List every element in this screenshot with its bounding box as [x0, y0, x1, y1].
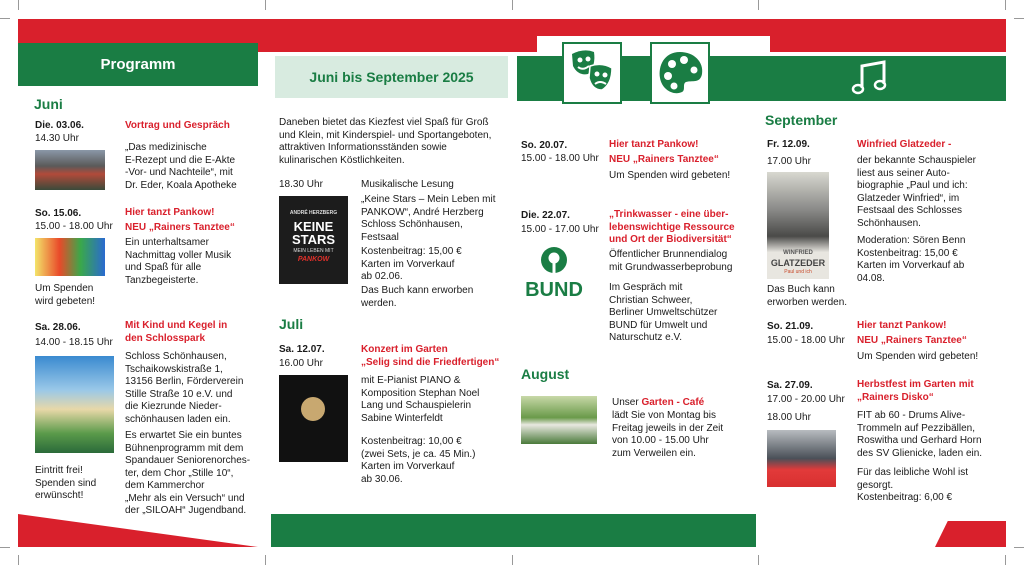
fold-mark	[512, 0, 513, 10]
event-text: Schloss Schönhausen, Tschaikowskistraße 1, 13156 Berlin, Förderverein Stille Straße 10 e.V. und die Kiezrunde Nieder- schönhausen laden ein.	[125, 351, 244, 425]
event-text: Öffentlicher Brunnendialog mit Grundwasserbeprobung	[609, 249, 733, 273]
event-text: Kostenbeitrag: 15,00 € Karten im Vorverkauf ab 02.06.	[361, 246, 462, 282]
crop-mark	[0, 547, 10, 548]
event-text: Ein unterhaltsamer Nachmittag voller Musik und Spaß für alle Tanzbegeisterte.	[125, 237, 232, 286]
event-title: Konzert im Garten „Selig sind die Friedfertigen“	[361, 344, 500, 368]
event-subtitle: NEU „Rainers Tanztee“	[857, 335, 967, 346]
event-text: Im Gespräch mit Christian Schweer, Berliner Umweltschützer BUND für Umwelt und Naturschutz e.V.	[609, 282, 718, 343]
event-text: „Das medizinische E-Rezept und die E-Akte -Vor- und Nachteile“, mit Dr. Eder, Koala Apotheke	[125, 142, 237, 191]
event-note: Das Buch kann erworben werden.	[767, 284, 848, 308]
concert-flyer	[279, 375, 348, 462]
event-date: Die. 03.06.	[35, 120, 84, 131]
bottom-green-band	[271, 514, 756, 547]
event-subtitle: NEU „Rainers Tanztee“	[125, 222, 235, 233]
event-title: Herbstfest im Garten mit „Rainers Disko“	[857, 379, 974, 403]
event-date: Die. 22.07.	[521, 210, 570, 221]
event-time: 15.00 - 18.00 Uhr	[521, 153, 599, 164]
garden-pre: Unser	[612, 397, 642, 408]
event-date: So. 21.09.	[767, 321, 814, 332]
event-time: 15.00 - 17.00 Uhr	[521, 224, 599, 235]
glatzeder-book-cover	[767, 172, 829, 279]
event-date: So. 15.06.	[35, 208, 82, 219]
period-title: Juni bis September 2025	[309, 69, 474, 85]
fold-mark	[758, 555, 759, 565]
event-time: 16.00 Uhr	[279, 358, 323, 369]
event-text: Kostenbeitrag: 10,00 € (zwei Sets, je ca. 45 Min.) Karten im Vorverkauf ab 30.06.	[361, 436, 476, 485]
intro-text: Daneben bietet das Kiezfest viel Spaß für Groß und Klein, mit Kinderspiel- und Sportangeboten, attraktiven Informationsständen sowie kulinarischen Köstlichkeiten.	[279, 117, 492, 166]
event-text: „Keine Stars – Mein Leben mit PANKOW“, André Herzberg Schloss Schönhausen, Festsaal	[361, 194, 496, 243]
fold-mark	[512, 555, 513, 565]
theater-masks-icon	[562, 42, 622, 104]
event-text: Moderation: Sören Benn Kostenbeitrag: 15,00 € Karten im Vorverkauf ab 04.08.	[857, 235, 966, 284]
crop-mark	[0, 18, 10, 19]
event-note: Um Spenden wird gebeten!	[35, 283, 96, 307]
event-time: 15.00 - 18.00 Uhr	[767, 335, 845, 346]
crop-mark	[18, 0, 19, 10]
event-text: Um Spenden wird gebeten!	[857, 351, 979, 362]
programm-title: Programm	[100, 56, 176, 73]
event-time: 15.00 - 18.00 Uhr	[35, 221, 113, 232]
performer-photo	[301, 397, 325, 421]
month-august: August	[521, 366, 570, 382]
book-author: ANDRÉ HERZBERG	[289, 210, 338, 216]
event-time: 14.30 Uhr	[35, 133, 79, 144]
crop-mark	[18, 555, 19, 565]
event-date: Fr. 12.09.	[767, 139, 810, 150]
book-brand: PANKOW	[297, 256, 330, 263]
bund-logo-text: BUND	[525, 279, 583, 301]
crop-mark	[1014, 18, 1024, 19]
event-text: Für das leibliche Wohl ist gesorgt. Kostenbeitrag: 6,00 €	[857, 467, 968, 503]
palette-icon	[650, 42, 710, 104]
event-note: Eintritt frei! Spenden sind erwünscht!	[35, 465, 97, 501]
event-title: Hier tanzt Pankow!	[125, 207, 215, 218]
event-time: 14.00 - 18.15 Uhr	[35, 337, 113, 348]
event-title: Winfried Glatzeder -	[857, 139, 952, 150]
music-notes-icon	[850, 60, 890, 98]
event-text: FIT ab 60 - Drums Alive- Trommeln auf Pezzibällen, Roswitha und Gerhard Horn des SV Glienicke, laden ein.	[857, 410, 983, 459]
dance-graphic	[35, 238, 105, 276]
event-date: Sa. 12.07.	[279, 344, 325, 355]
event-date: So. 20.07.	[521, 140, 568, 151]
book-author-last: GLATZEDER	[770, 258, 826, 268]
event-time: 17.00 - 20.00 Uhr	[767, 394, 845, 405]
event-title: „Trinkwasser - eine über- lebenswichtige Ressource und Ort der Biodiversität“	[609, 209, 735, 245]
drums-alive-photo	[767, 430, 836, 487]
bottom-red-left	[18, 514, 258, 547]
fold-mark	[758, 0, 759, 10]
event-date: Sa. 27.09.	[767, 380, 813, 391]
keine-stars-book-cover	[279, 196, 348, 284]
event-title: Musikalische Lesung	[361, 179, 454, 190]
garden-cafe-photo	[521, 396, 597, 444]
event-title: Mit Kind und Kegel in den Schlosspark	[125, 320, 228, 344]
crop-mark	[1005, 0, 1006, 10]
book-subtitle: Paul und ich	[784, 269, 812, 275]
fold-mark	[265, 555, 266, 565]
event-title: Garten - Café	[641, 397, 705, 408]
event-title: Vortrag und Gespräch	[125, 120, 230, 131]
event-text: Das Buch kann erworben werden.	[361, 285, 474, 309]
schlosspark-poster	[35, 356, 114, 453]
apotheke-photo	[35, 150, 105, 190]
book-title: KEINE STARS	[291, 219, 336, 247]
event-subtitle: NEU „Rainers Tanztee“	[609, 154, 719, 165]
event-time: 18.00 Uhr	[767, 412, 811, 423]
event-date: Sa. 28.06.	[35, 322, 81, 333]
bottom-red-right	[935, 521, 1006, 547]
event-text: mit E-Pianist PIANO & Komposition Stephan Noel Lang und Schauspielerin Sabine Winterfeldt	[361, 375, 480, 424]
book-author-first: WINFRIED	[783, 250, 813, 256]
book-subtitle: MEIN LEBEN MIT	[293, 248, 334, 254]
event-text: lädt Sie von Montag bis Freitag jeweils in der Zeit von 10.00 - 15.00 Uhr zum Verweilen ein.	[612, 410, 724, 459]
bund-logo-icon	[521, 245, 587, 303]
month-juni: Juni	[34, 96, 63, 112]
crop-mark	[1014, 547, 1024, 548]
event-text: Es erwartet Sie ein buntes Bühnenprogramm mit dem Spandauer Seniorenorches- ter, dem Chor „Stille 10“, dem Kammerchor „Mehr als ein Versuch“ und der „SILOAH“ Jugendband.	[125, 430, 251, 516]
event-title: Hier tanzt Pankow!	[609, 139, 699, 150]
event-text: Um Spenden wird gebeten!	[609, 170, 731, 181]
event-time: 18.30 Uhr	[279, 179, 323, 190]
fold-mark	[265, 0, 266, 10]
event-title: Hier tanzt Pankow!	[857, 320, 947, 331]
event-text	[612, 397, 757, 410]
crop-mark	[1005, 555, 1006, 565]
event-text: der bekannte Schauspieler liest aus seiner Auto- biographie „Paul und ich: Glatzeder Winfried“, im Festsaal des Schlosses Schönhausen.	[857, 155, 976, 229]
month-juli: Juli	[279, 316, 304, 332]
event-time: 17.00 Uhr	[767, 156, 811, 167]
month-september: September	[765, 112, 838, 128]
